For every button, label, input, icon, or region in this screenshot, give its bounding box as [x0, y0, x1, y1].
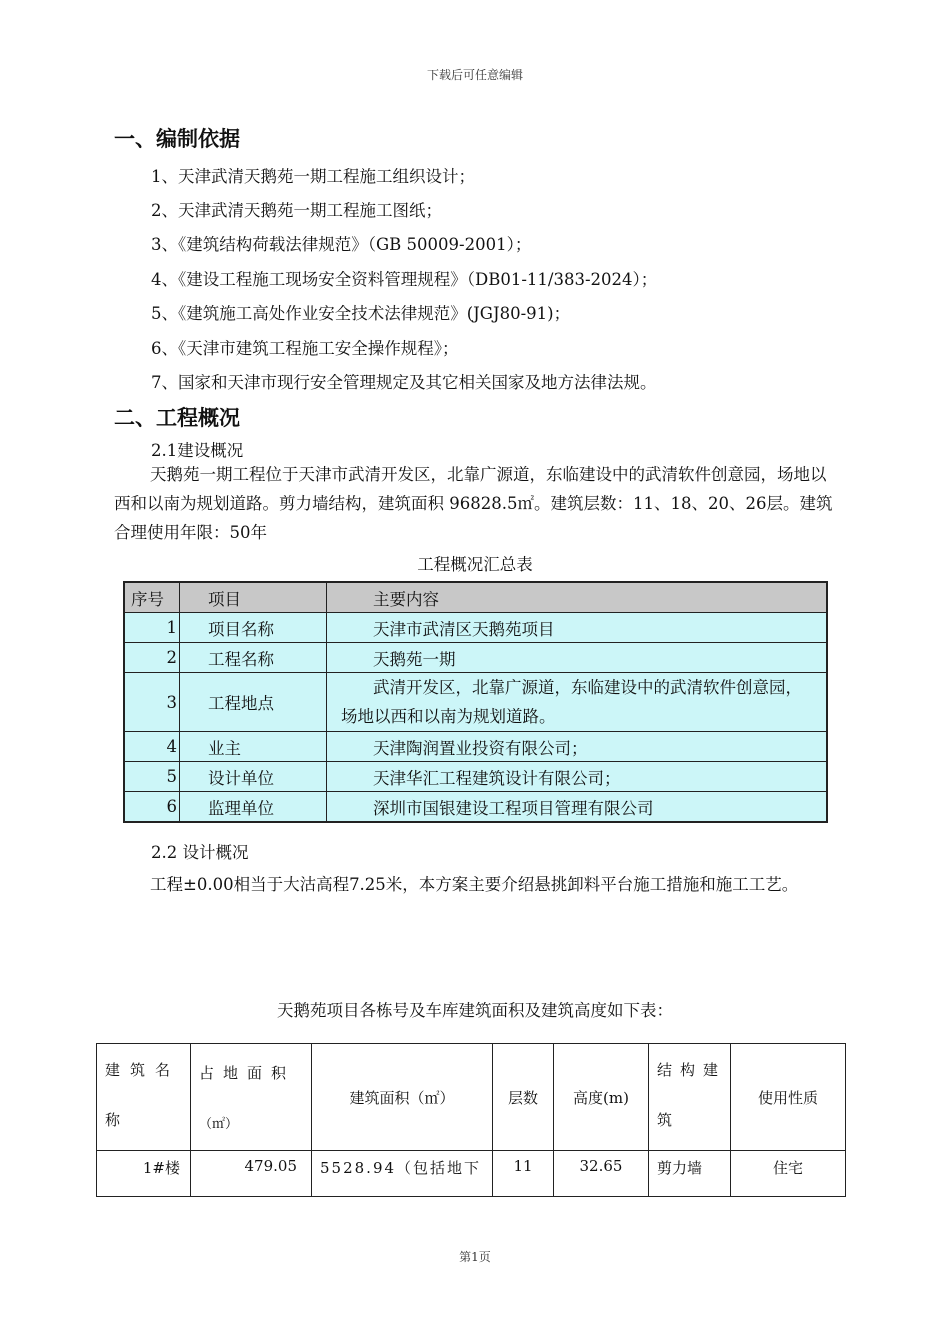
cell-height: 32.65: [554, 1151, 649, 1197]
row-item: 监理单位: [180, 792, 327, 823]
row-item: 工程地点: [180, 673, 327, 732]
cell-name: 1#楼: [97, 1151, 191, 1197]
row-content: 天津市武清区天鹅苑项目: [327, 613, 828, 643]
section-title-overview: 二、工程概况: [114, 406, 240, 430]
summary-table: [123, 581, 828, 823]
header-text: 结构建: [657, 1061, 727, 1079]
building-table-caption: 天鹅苑项目各栋号及车库建筑面积及建筑高度如下表：: [277, 1001, 673, 1020]
basis-item-4: 4、《建设工程施工现场安全资料管理规程》（DB01-11/383-2024）；: [151, 270, 658, 289]
summary-table-caption: 工程概况汇总表: [417, 555, 533, 574]
header-text: （㎡）: [199, 1117, 239, 1132]
header-no: 序号: [124, 582, 180, 613]
row-content-text: 武清开发区，北靠广源道，东临建设中的武清软件创意园，场地以西和以南为规划道路。: [341, 678, 802, 726]
table-row: [124, 732, 827, 762]
basis-item-7: 7、国家和天津市现行安全管理规定及其它相关国家及地方法律法规。: [151, 373, 657, 392]
basis-item-1: 1、天津武清天鹅苑一期工程施工组织设计；: [151, 167, 475, 186]
row-no: 1: [124, 613, 180, 643]
basis-item-3: 3、《建筑结构荷载法律规范》（GB 50009-2001）；: [151, 235, 532, 254]
row-no: 2: [124, 643, 180, 673]
header-height: 高度(m): [554, 1044, 649, 1151]
row-no: 6: [124, 792, 180, 823]
header-land-area: [191, 1044, 312, 1151]
header-text: 占地面积: [199, 1064, 296, 1082]
header-text: 称: [105, 1111, 131, 1129]
table-row: [124, 643, 827, 673]
table-row: [124, 613, 827, 643]
header-usage: 使用性质: [731, 1044, 846, 1151]
row-item: 业主: [180, 732, 327, 762]
header-building-name: [97, 1044, 191, 1151]
row-content: 天津陶润置业投资有限公司；: [327, 732, 828, 762]
section-title-basis: 一、编制依据: [114, 127, 240, 151]
cell-area: 5528.94（包括地下: [312, 1151, 493, 1197]
page-footer: 第1页: [459, 1250, 491, 1264]
row-no: 4: [124, 732, 180, 762]
row-item: 项目名称: [180, 613, 327, 643]
basis-item-6: 6、《天津市建筑工程施工安全操作规程》；: [151, 339, 459, 358]
row-content: 天津华汇工程建筑设计有限公司；: [327, 762, 828, 792]
cell-usage: 住宅: [731, 1151, 846, 1197]
header-text: 筑: [657, 1111, 681, 1129]
table-header-row: [124, 582, 827, 613]
building-table-header: [97, 1044, 846, 1151]
table-row: [97, 1151, 846, 1197]
header-content: 主要内容: [327, 582, 828, 613]
table-row: [124, 792, 827, 823]
subsection-design: 2.2 设计概况: [151, 843, 249, 862]
row-content: [327, 673, 828, 732]
construction-paragraph: 天鹅苑一期工程位于天津市武清开发区，北靠广源道，东临建设中的武清软件创意园，场地以西和以南为规划道路。剪力墙结构，建筑面积 96828.5㎡。建筑层数：11、18、20、26层。建筑合理使用年限：50年: [114, 465, 833, 542]
basis-item-2: 2、天津武清天鹅苑一期工程施工图纸；: [151, 201, 442, 220]
building-table: [96, 1043, 846, 1197]
cell-land: 479.05: [191, 1151, 312, 1197]
cell-struct: 剪力墙: [649, 1151, 731, 1197]
header-floor-area: 建筑面积（㎡）: [312, 1044, 493, 1151]
row-no: 5: [124, 762, 180, 792]
basis-item-5: 5、《建筑施工高处作业安全技术法律规范》(JGJ80-91)；: [151, 304, 571, 323]
design-paragraph: 工程±0.00相当于大沽高程7.25米，本方案主要介绍悬挑卸料平台施工措施和施工工艺。: [150, 875, 799, 894]
cell-floors: 11: [493, 1151, 554, 1197]
table-row: [124, 673, 827, 732]
row-content: 深圳市国银建设工程项目管理有限公司: [327, 792, 828, 823]
table-row: [124, 762, 827, 792]
page-header: 下载后可任意编辑: [426, 68, 523, 82]
row-content: 天鹅苑一期: [327, 643, 828, 673]
row-no: 3: [124, 673, 180, 732]
header-floors: 层数: [493, 1044, 554, 1151]
subsection-construction: 2.1建设概况: [151, 441, 244, 460]
header-text: 建筑名: [105, 1061, 181, 1079]
row-item: 设计单位: [180, 762, 327, 792]
header-item: 项目: [180, 582, 327, 613]
header-structure: [649, 1044, 731, 1151]
row-item: 工程名称: [180, 643, 327, 673]
